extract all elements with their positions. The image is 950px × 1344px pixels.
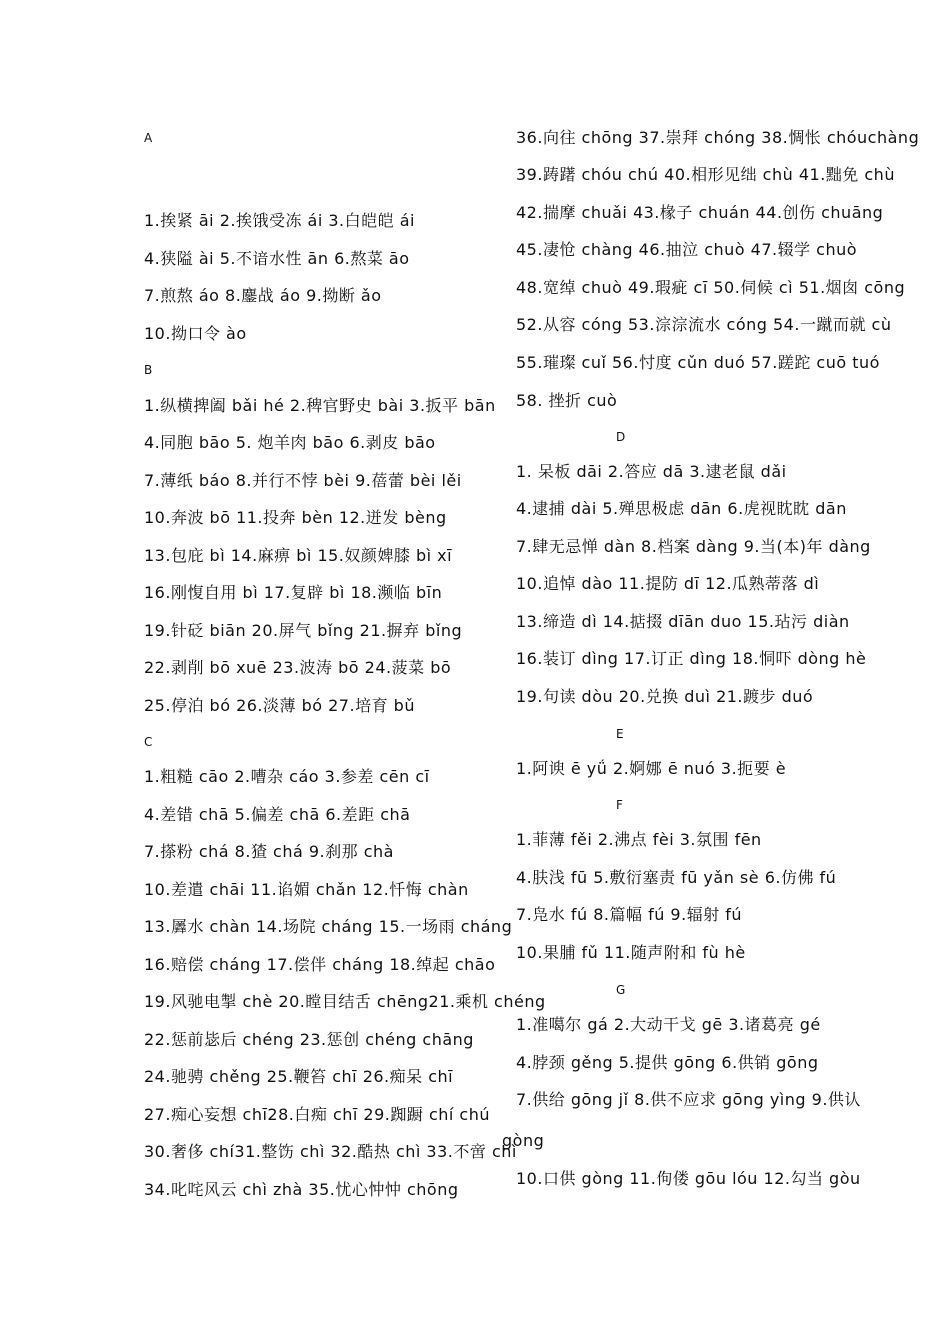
entry-line: 4.肤浅 fū 5.敷衍塞责 fū yǎn sè 6.仿佛 fú [516, 868, 837, 887]
entry-line: 7.薄纸 báo 8.并行不悖 bèi 9.蓓蕾 bèi lěi [144, 471, 462, 490]
entry-line: 10.差遣 chāi 11.谄媚 chǎn 12.忏悔 chàn [144, 880, 469, 899]
entry-line: 25.停泊 bó 26.淡薄 bó 27.培育 bǔ [144, 696, 415, 715]
entry-line-wrap: gòng [502, 1131, 545, 1150]
entry-line: 4.差错 chā 5.偏差 chā 6.差距 chā [144, 805, 411, 824]
section-header-f: F [616, 798, 623, 812]
entry-line: 7.供给 gōng jǐ 8.供不应求 gōng yìng 9.供认 [516, 1090, 861, 1109]
entry-line: 52.从容 cóng 53.淙淙流水 cóng 54.一蹴而就 cù [516, 315, 892, 334]
section-header-g: G [616, 983, 626, 997]
entry-line: 4.同胞 bāo 5. 炮羊肉 bāo 6.剥皮 bāo [144, 433, 436, 452]
entry-line: 22.剥削 bō xuē 23.波涛 bō 24.菠菜 bō [144, 658, 452, 677]
entry-line: 42.揣摩 chuǎi 43.椽子 chuán 44.创伤 chuāng [516, 203, 884, 222]
section-header-c: C [144, 735, 153, 749]
entry-line: 1.准噶尔 gá 2.大动干戈 gē 3.诸葛亮 gé [516, 1015, 821, 1034]
section-header-b: B [144, 363, 153, 377]
entry-line: 10.追悼 dào 11.提防 dī 12.瓜熟蒂落 dì [516, 574, 820, 593]
section-header-d: D [616, 430, 626, 444]
entry-line: 7.搽粉 chá 8.猹 chá 9.刹那 chà [144, 842, 394, 861]
entry-line: 36.向往 chōng 37.崇拜 chóng 38.惆怅 chóuchàng [516, 128, 920, 147]
entry-line: 1.挨紧 āi 2.挨饿受冻 ái 3.白皑皑 ái [144, 211, 415, 230]
entry-line: 1.纵横捭阖 bǎi hé 2.稗官野史 bài 3.扳平 bān [144, 396, 496, 415]
entry-line: 13.包庇 bì 14.麻痹 bì 15.奴颜婢膝 bì xī [144, 546, 453, 565]
entry-line: 7.凫水 fú 8.篇幅 fú 9.辐射 fú [516, 905, 743, 924]
entry-line: 1.菲薄 fěi 2.沸点 fèi 3.氛围 fēn [516, 830, 762, 849]
entry-line: 4.逮捕 dài 5.殚思极虑 dān 6.虎视眈眈 dān [516, 499, 847, 518]
entry-line: 16.装订 dìng 17.订正 dìng 18.恫吓 dòng hè [516, 649, 867, 668]
entry-line: 13.缔造 dì 14.掂掇 dīān duo 15.玷污 diàn [516, 612, 850, 631]
entry-line: 7.煎熬 áo 8.鏖战 áo 9.拗断 ǎo [144, 286, 382, 305]
entry-line: 4.狭隘 ài 5.不谙水性 ān 6.熬菜 āo [144, 249, 410, 268]
entry-line: 1.粗糙 cāo 2.嘈杂 cáo 3.参差 cēn cī [144, 767, 430, 786]
entry-line: 34.叱咤风云 chì zhà 35.忧心忡忡 chōng [144, 1180, 459, 1199]
entry-line: 45.凄怆 chàng 46.抽泣 chuò 47.辍学 chuò [516, 240, 858, 259]
entry-line: 1.阿谀 ē yǘ 2.婀娜 ē nuó 3.扼要 è [516, 759, 787, 778]
entry-line: 10.奔波 bō 11.投奔 bèn 12.迸发 bèng [144, 508, 447, 527]
entry-line: 1. 呆板 dāi 2.答应 dā 3.逮老鼠 dǎi [516, 462, 787, 481]
entry-line: 7.肆无忌惮 dàn 8.档案 dàng 9.当(本)年 dàng [516, 537, 871, 556]
entry-line: 10.果脯 fǔ 11.随声附和 fù hè [516, 943, 746, 962]
entry-line: 39.踌躇 chóu chú 40.相形见绌 chù 41.黜免 chù [516, 165, 895, 184]
entry-line: 30.奢侈 chí31.整饬 chì 32.酷热 chì 33.不啻 chì [144, 1142, 517, 1161]
entry-line: 48.宽绰 chuò 49.瑕疵 cī 50.伺候 cì 51.烟囱 cōng [516, 278, 906, 297]
entry-line: 19.针砭 biān 20.屏气 bǐng 21.摒弃 bǐng [144, 621, 463, 640]
entry-line: 4.脖颈 gěng 5.提供 gōng 6.供销 gōng [516, 1053, 819, 1072]
entry-line: 55.璀璨 cuǐ 56.忖度 cǔn duó 57.蹉跎 cuō tuó [516, 353, 880, 372]
entry-line: 10.拗口令 ào [144, 324, 247, 343]
entry-line: 16.赔偿 cháng 17.偿伴 cháng 18.绰起 chāo [144, 955, 496, 974]
entry-line: 58. 挫折 cuò [516, 391, 618, 410]
entry-line: 16.刚愎自用 bì 17.复辟 bì 18.濒临 bīn [144, 583, 443, 602]
entry-line: 19.风驰电掣 chè 20.瞠目结舌 chēng21.乘机 chéng [144, 992, 546, 1011]
entry-line: 24.驰骋 chěng 25.鞭笞 chī 26.痴呆 chī [144, 1067, 454, 1086]
entry-line: 19.句读 dòu 20.兑换 duì 21.踱步 duó [516, 687, 814, 706]
entry-line: 10.口供 gòng 11.佝偻 gōu lóu 12.勾当 gòu [516, 1169, 861, 1188]
entry-line: 27.痴心妄想 chī28.白痴 chī 29.踟蹰 chí chú [144, 1105, 490, 1124]
section-header-a: A [144, 131, 153, 145]
entry-line: 22.惩前毖后 chéng 23.惩创 chéng chāng [144, 1030, 474, 1049]
entry-line: 13.羼水 chàn 14.场院 cháng 15.一场雨 cháng [144, 917, 513, 936]
section-header-e: E [616, 727, 624, 741]
